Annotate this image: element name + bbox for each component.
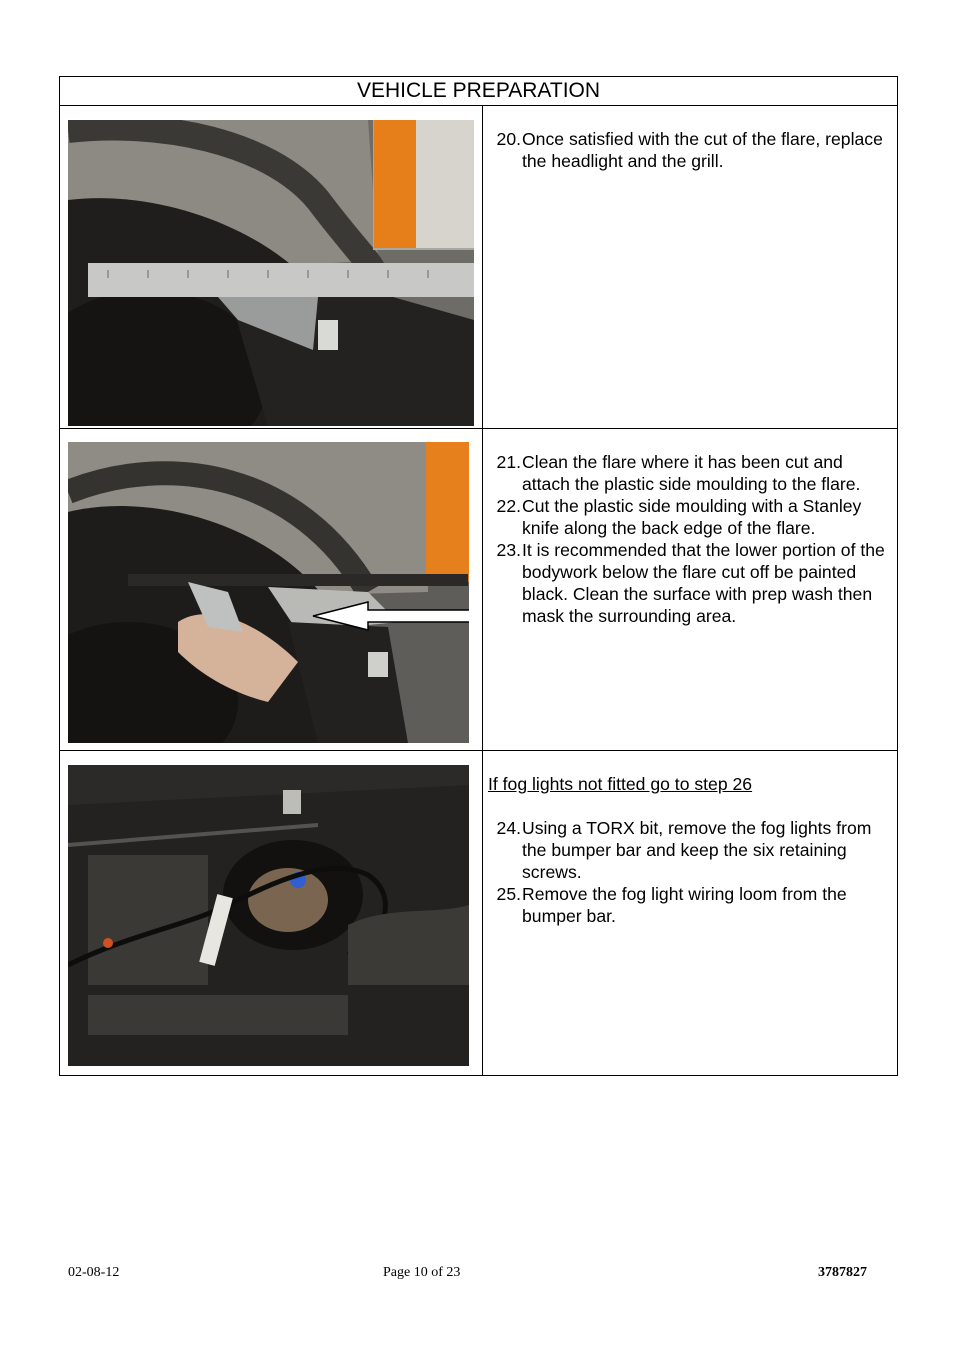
step-number: 24.: [496, 818, 521, 838]
step-24: [492, 817, 889, 883]
step-number: 20.: [496, 129, 521, 149]
section-title: VEHICLE PREPARATION: [60, 77, 897, 106]
step-row-3: [60, 751, 897, 1075]
footer-page-number: Page 10 of 23: [383, 1265, 461, 1280]
photo-flare-ruler: [68, 120, 474, 426]
step-row-1: [60, 106, 897, 429]
footer-date: 02-08-12: [68, 1265, 120, 1280]
step-text: Using a TORX bit, remove the fog lights from the bumper bar and keep the six retaining screws.: [522, 818, 872, 882]
step-text: Clean the flare where it has been cut and attach the plastic side moulding to the flare.: [522, 452, 861, 494]
footer-part-number: 3787827: [818, 1265, 867, 1280]
step-22: [492, 495, 889, 539]
step-number: 21.: [496, 452, 521, 472]
step-20: [492, 128, 889, 172]
step-text: Remove the fog light wiring loom from the bumper bar.: [522, 884, 847, 926]
step-25: [492, 883, 889, 927]
step-text: Cut the plastic side moulding with a Stanley knife along the back edge of the flare.: [522, 496, 862, 538]
step-23: [492, 539, 889, 627]
step-21: [492, 451, 889, 495]
step-row-2: [60, 429, 897, 751]
fog-light-note: If fog lights not fitted go to step 26: [488, 774, 753, 794]
step-text: Once satisfied with the cut of the flare, replace the headlight and the grill.: [522, 129, 883, 171]
steps-cell-1: [492, 128, 889, 172]
step-number: 23.: [496, 540, 521, 560]
photo-fog-light: [68, 765, 469, 1066]
instruction-table: [59, 76, 898, 1076]
step-number: 22.: [496, 496, 521, 516]
steps-cell-2: [492, 451, 889, 627]
step-number: 25.: [496, 884, 521, 904]
photo-flare-moulding: [68, 442, 469, 743]
step-text: It is recommended that the lower portion of the bodywork below the flare cut off be painted black. Clean the surface with prep wash then mask the surrounding area.: [522, 540, 885, 626]
steps-cell-3: [488, 773, 889, 927]
